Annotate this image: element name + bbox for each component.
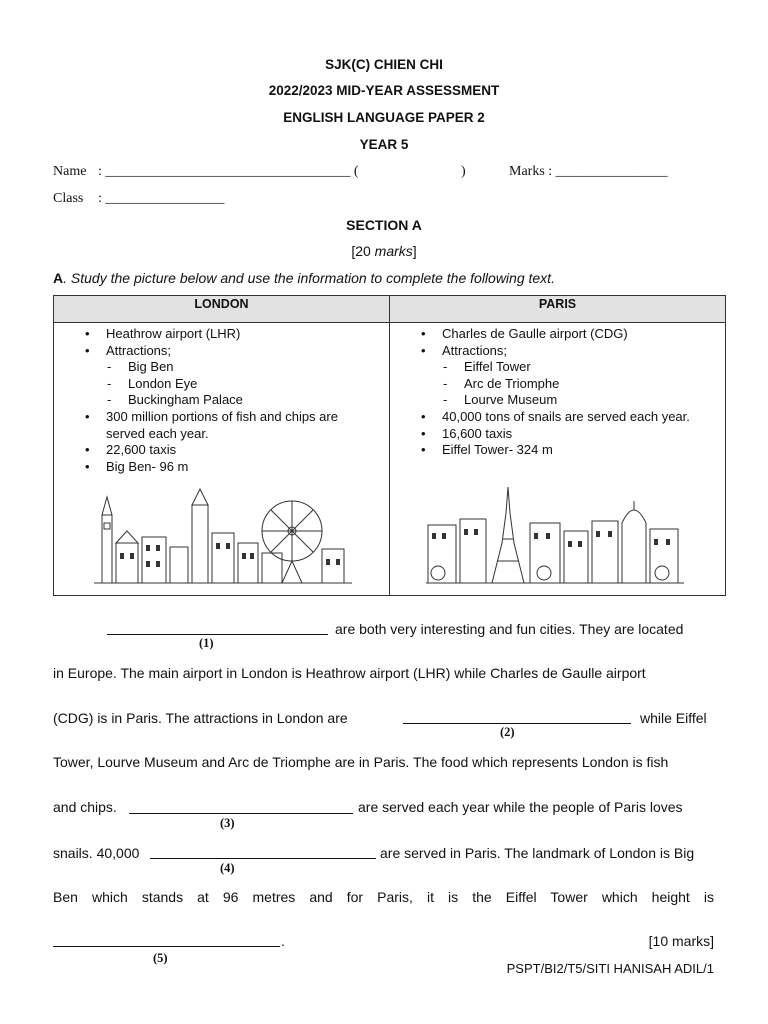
paris-attractions: • Attractions; - Eiffel Tower - Arc de Triomphe - Lourve Museum [442,343,725,409]
passage-line-3a: (CDG) is in Paris. The attractions in London are [53,710,348,726]
blank-4-line[interactable] [150,858,376,859]
assessment-title: 2022/2023 MID-YEAR ASSESSMENT [268,83,500,98]
blank-5-line[interactable] [53,946,280,947]
london-attraction: - Big Ben [128,359,389,376]
paris-food: • 40,000 tons of snails are served each year. [442,409,725,426]
year-label: YEAR 5 [359,137,409,152]
paris-attraction: - Arc de Triomphe [464,376,725,393]
passage-line-3b: while Eiffel [640,710,707,726]
london-skyline-illustration [94,483,352,587]
passage-marks: [10 marks] [648,933,714,949]
class-blank[interactable]: : _________________ [98,191,225,206]
passage-line-4: Tower, Lourve Museum and Arc de Triomphe are in Paris. The food which represents London is fish [53,754,669,770]
passage-line-6a: snails. 40,000 [53,845,140,861]
name-blank[interactable]: : ___________________________________ ( [98,164,359,179]
passage-line-7: Ben which stands at 96 metres and for Paris, it is the Eiffel Tower which height is [53,889,714,905]
london-food: • 300 million portions of fish and chips are served each year. [106,409,389,442]
paris-taxis: • 16,600 taxis [442,426,725,443]
info-table [53,295,726,596]
blank-1-line[interactable] [107,634,328,635]
london-attractions: • Attractions; - Big Ben - London Eye - Buckingham Palace [106,343,389,409]
footer-code: PSPT/BI2/T5/SITI HANISAH ADIL/1 [506,961,714,976]
passage-line-8-end: . [281,933,285,949]
blank-3-line[interactable] [129,813,353,814]
blank-2-line[interactable] [403,723,631,724]
london-taxis: • 22,600 taxis [106,442,389,459]
blank-2-number: (2) [500,725,515,739]
marks-blank[interactable]: Marks : ________________ [509,164,668,179]
paris-cell [390,323,726,596]
paris-attraction: - Lourve Museum [464,392,725,409]
passage-line-1: are both very interesting and fun cities. They are located [335,621,684,637]
name-label: Name [53,164,87,179]
passage-line-5b: are served each year while the people of Paris loves [358,799,683,815]
paper-title: ENGLISH LANGUAGE PAPER 2 [283,110,485,125]
paris-skyline-illustration [426,483,684,587]
london-cell [54,323,390,596]
blank-4-number: (4) [220,861,235,875]
paris-header: PARIS [390,296,726,323]
blank-3-number: (3) [220,816,235,830]
class-label: Class [53,191,84,206]
london-attraction: - Buckingham Palace [128,392,389,409]
paris-airport: • Charles de Gaulle airport (CDG) [442,326,725,343]
name-paren-close: ) [461,164,466,179]
passage-line-5a: and chips. [53,799,117,815]
paris-landmark: • Eiffel Tower- 324 m [442,442,725,459]
london-header: LONDON [54,296,390,323]
paris-attraction: - Eiffel Tower [464,359,725,376]
passage-line-6b: are served in Paris. The landmark of London is Big [380,845,695,861]
school-name: SJK(C) CHIEN CHI [325,57,443,72]
section-title: SECTION A [346,217,422,233]
london-landmark: • Big Ben- 96 m [106,459,389,476]
blank-1-number: (1) [199,636,214,650]
london-attraction: - London Eye [128,376,389,393]
section-marks: [20 marks] [351,243,417,259]
question-instruction: A. Study the picture below and use the information to complete the following text. [53,270,555,286]
passage-line-2: in Europe. The main airport in London is Heathrow airport (LHR) while Charles de Gaulle airport [53,665,646,681]
blank-5-number: (5) [153,951,168,965]
london-airport: • Heathrow airport (LHR) [106,326,389,343]
